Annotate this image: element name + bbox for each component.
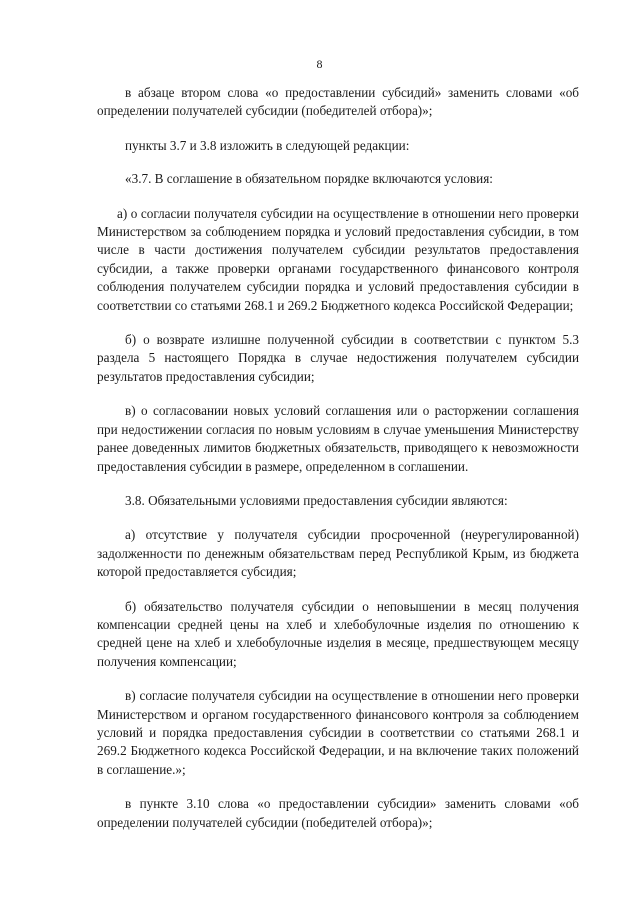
page-number: 8 — [316, 57, 323, 71]
paragraph-paragraph-2-amendment: в абзаце втором слова «о предоставлении субсидий» заменить словами «об определении получателей субсидии (победителей отбора)»; — [97, 85, 579, 119]
paragraph-item-3-10-amendment: в пункте 3.10 слова «о предоставлении субсидии» заменить словами «об определении получателей субсидии (победителей отбора)»; — [97, 796, 579, 830]
paragraph-item-3-7-a: а) о согласии получателя субсидии на осуществление в отношении него проверки Министерством за соблюдением порядка и условий предоставления субсидии, в том числе в части достижения получателем субсидии результатов предоставления субсидии, а также проверки органами государственного финансового контроля соблюдения получателем субсидии порядка и условий предоставления субсидии в соответствии со статьями 268.1 и 269.2 Бюджетного кодекса Российской Федерации; — [97, 205, 579, 313]
paragraph-item-3-8-b: б) обязательство получателя субсидии о неповышении в месяц получения компенсации средней цены на хлеб и хлебобулочные изделия по отношению к средней цене на хлеб и хлебобулочные изделия в месяце, предшествующем месяцу получения компенсации; — [97, 598, 579, 669]
paragraph-item-3-7: «3.7. В соглашение в обязательном порядке включаются условия: — [125, 171, 493, 187]
paragraph-item-3-8-v: в) согласие получателя субсидии на осуществление в отношении него проверки Министерством и органом государственного финансового контроля за соблюдением условий и порядка предоставления субсидии в соответствии со статьями 268.1 и 269.2 Бюджетного кодекса Российской Федерации, и на включение таких положений в соглашение.»; — [97, 688, 579, 777]
paragraph-item-3-8: 3.8. Обязательными условиями предоставления субсидии являются: — [125, 492, 508, 508]
paragraph-item-3-7-v: в) о согласовании новых условий соглашения или о расторжении соглашения при недостижении согласия по новым условиям в случае уменьшения Министерству ранее доведенных лимитов бюджетных обязательств, приводящего к невозможности предоставления субсидии в размере, определенном в соглашении. — [97, 403, 579, 474]
paragraph-item-3-8-a: а) отсутствие у получателя субсидии просроченной (неурегулированной) задолженности по денежным обязательствам перед Республикой Крым, из бюджета которой предоставляется субсидия; — [97, 527, 579, 580]
document-body — [97, 84, 579, 832]
paragraph-items-3-7-3-8: пункты 3.7 и 3.8 изложить в следующей редакции: — [125, 137, 410, 153]
paragraph-item-3-7-b: б) о возврате излишне полученной субсидии в соответствии с пунктом 5.3 раздела 5 настоящего Порядка в случае недостижения получателем субсидии результатов предоставления субсидии; — [97, 332, 579, 384]
